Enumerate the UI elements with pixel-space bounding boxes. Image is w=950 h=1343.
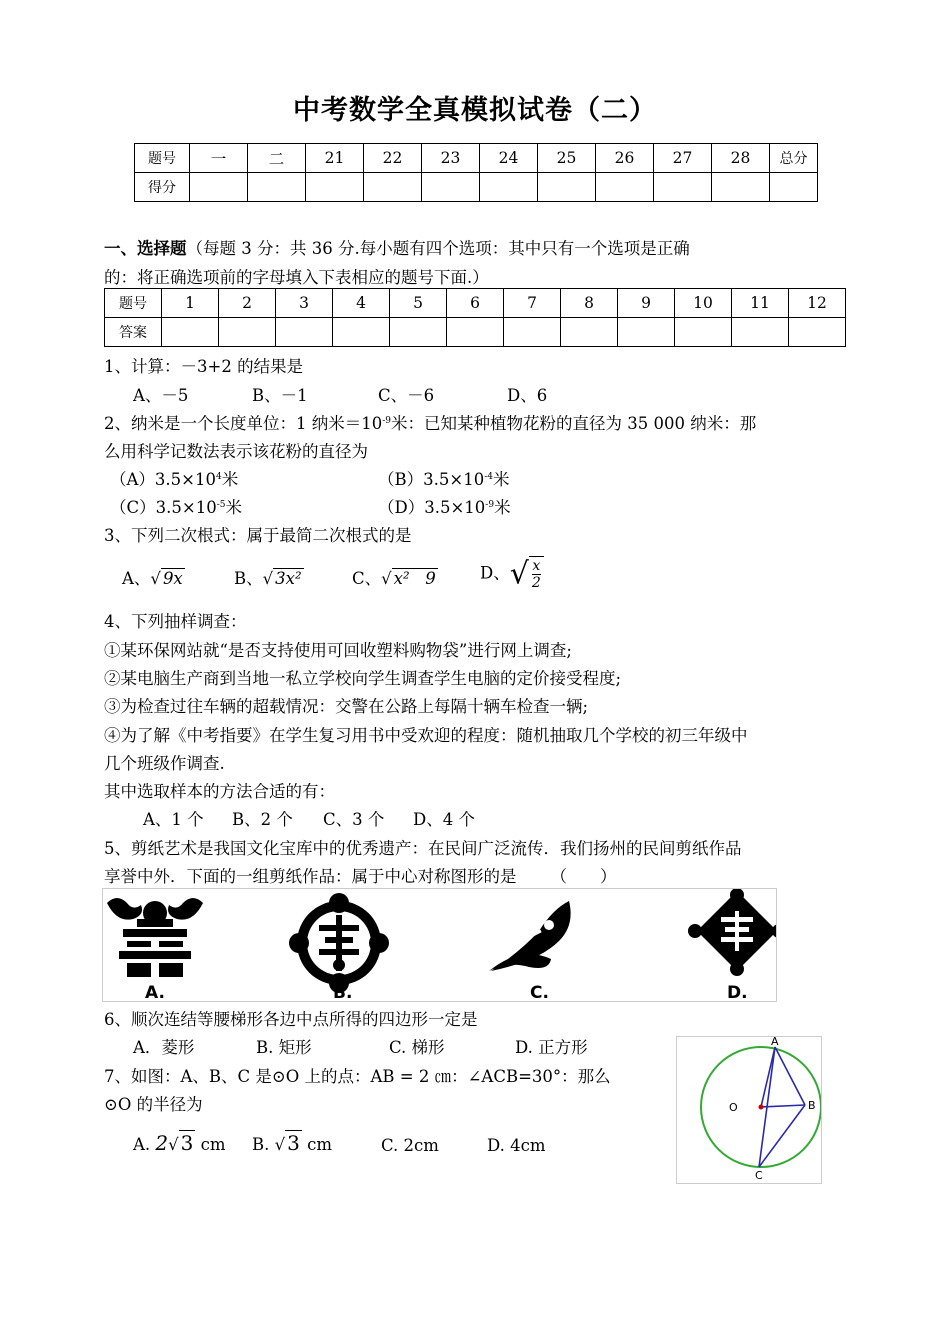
label-b: B: [808, 1099, 816, 1112]
table-cell: 28: [712, 144, 770, 173]
table-cell: 26: [596, 144, 654, 173]
table-cell: 6: [447, 289, 504, 318]
q2-option-c: [110, 494, 242, 518]
table-cell: 1: [162, 289, 219, 318]
fraction: [529, 556, 544, 592]
option-exponent: -9: [485, 500, 495, 510]
score-cell[interactable]: [654, 173, 712, 202]
q1-option-a: A、－5: [133, 386, 189, 405]
table-cell: 总分: [770, 144, 818, 173]
option-label: B、: [234, 569, 263, 588]
section-title: 一、选择题: [104, 239, 187, 258]
table-cell: 27: [654, 144, 712, 173]
answer-table-answer-row: [105, 318, 846, 347]
q5-line2: [104, 863, 617, 887]
q2-stem-a: 2、纳米是一个长度单位：1 纳米＝10: [104, 414, 383, 433]
answer-cell[interactable]: [162, 318, 219, 347]
image-label-b: B.: [333, 983, 353, 1003]
option-label: （D）3.5×10: [378, 498, 486, 517]
table-cell: 24: [480, 144, 538, 173]
answer-cell[interactable]: [675, 318, 732, 347]
q2-stem-b: 米：已知某种植物花粉的直径为 35 000 纳米：那: [391, 414, 757, 433]
image-label-c: C.: [530, 983, 549, 1003]
paper-cut-b: [289, 893, 389, 993]
q2-option-b: [378, 466, 509, 490]
table-cell: 5: [390, 289, 447, 318]
answer-blank: （ ）: [550, 867, 617, 886]
score-cell[interactable]: [364, 173, 422, 202]
paper-cut-c: [489, 901, 571, 971]
option-exponent: 4: [215, 472, 222, 482]
q6-option-c: C. 梯形: [389, 1038, 445, 1057]
table-cell: 二: [248, 144, 306, 173]
answer-cell[interactable]: [789, 318, 846, 347]
q5-line1: 5、剪纸艺术是我国文化宝库中的优秀遗产：在民间广泛流传．我们扬州的民间剪纸作品: [104, 839, 742, 858]
table-cell: 一: [190, 144, 248, 173]
score-table-score-row: [135, 173, 818, 202]
q3-option-a: A、√ 9x: [122, 569, 183, 588]
score-cell[interactable]: [248, 173, 306, 202]
table-cell: 11: [732, 289, 789, 318]
option-label: D、: [480, 563, 510, 583]
score-cell[interactable]: [422, 173, 480, 202]
section-heading: [104, 235, 690, 259]
unit: cm: [307, 1135, 333, 1154]
option-unit: 米: [221, 470, 239, 489]
section-note: （每题 3 分：共 36 分.每小题有四个选项：其中只有一个选项是正确: [186, 239, 690, 258]
score-cell[interactable]: [770, 173, 818, 202]
table-cell: 22: [364, 144, 422, 173]
answer-table: [104, 288, 846, 347]
table-cell: 题号: [135, 144, 190, 173]
radicand: 9x: [162, 569, 183, 588]
coefficient: 2: [155, 1131, 169, 1155]
option-label: C、: [352, 569, 382, 588]
circle-figure: [676, 1036, 822, 1184]
option-exponent: -4: [484, 472, 493, 482]
segment-ab: [775, 1047, 805, 1105]
q6-option-d: D. 正方形: [515, 1038, 588, 1057]
table-cell: 8: [561, 289, 618, 318]
q4-item: ①某环保网站就“是否支持使用可回收塑料购物袋”进行网上调查;: [104, 641, 572, 660]
q7-line2: ⊙O 的半径为: [104, 1095, 203, 1114]
answer-cell[interactable]: [504, 318, 561, 347]
table-cell: 12: [789, 289, 846, 318]
image-label-d: D.: [727, 983, 748, 1003]
q3-option-d: D、√ $\frac{x}{2}$: [480, 556, 544, 592]
q2-stem: [104, 410, 756, 434]
option-label: B.: [252, 1135, 270, 1154]
point-o: [759, 1105, 764, 1110]
option-label: A、: [122, 569, 151, 588]
q1-option-d: D、6: [507, 386, 548, 405]
q6-stem: 6、顺次连结等腰梯形各边中点所得的四边形一定是: [104, 1010, 478, 1029]
q4-option-c: C、3 个: [323, 810, 385, 829]
q4-option-b: B、2 个: [232, 810, 293, 829]
answer-cell[interactable]: [276, 318, 333, 347]
table-cell: 7: [504, 289, 561, 318]
q1-option-b: B、－1: [252, 386, 308, 405]
label-c: C: [755, 1169, 763, 1182]
q1-option-c: C、－6: [378, 386, 435, 405]
circle-diagram: [677, 1037, 821, 1183]
table-cell: 2: [219, 289, 276, 318]
answer-cell[interactable]: [333, 318, 390, 347]
option-label: （A）3.5×10: [110, 470, 216, 489]
q2-option-d: [378, 494, 511, 518]
paper-cut-a: [107, 898, 203, 977]
q1-stem: 1、计算：－3+2 的结果是: [104, 357, 304, 376]
q3-option-b: B、√ 3x²: [234, 569, 302, 588]
q4-item: ②某电脑生产商到当地一私立学校向学生调查学生电脑的定价接受程度;: [104, 669, 622, 688]
table-cell: 23: [422, 144, 480, 173]
answer-cell[interactable]: [390, 318, 447, 347]
paper-cut-d: [688, 889, 776, 976]
table-cell: 25: [538, 144, 596, 173]
label-a: A: [771, 1037, 779, 1048]
q3-stem: 3、下列二次根式：属于最简二次根式的是: [104, 526, 412, 545]
q7-option-d: [487, 1136, 546, 1155]
fraction-denominator: 2: [531, 575, 541, 591]
option-unit: 米: [492, 470, 510, 489]
option-label: A.: [133, 1135, 151, 1154]
score-cell[interactable]: [306, 173, 364, 202]
section-note-line2: 的：将正确选项前的字母填入下表相应的题号下面.）: [104, 268, 489, 287]
table-cell: 21: [306, 144, 364, 173]
option-label: （C）3.5×10: [110, 498, 217, 517]
radicand: 3: [287, 1131, 300, 1155]
answer-table-header-row: [105, 289, 846, 318]
score-cell[interactable]: [480, 173, 538, 202]
triangle-lines: [759, 1047, 805, 1167]
table-cell: 题号: [105, 289, 162, 318]
answer-cell[interactable]: [618, 318, 675, 347]
q5-line2-text: 享誉中外．下面的一组剪纸作品：属于中心对称图形的是: [104, 867, 517, 886]
q4-option-a: A、1 个: [143, 810, 204, 829]
q3-option-c: C、√ x² 9: [352, 569, 436, 588]
fraction-numerator: x: [532, 558, 541, 574]
answer-cell[interactable]: [561, 318, 618, 347]
q4-question: 其中选取样本的方法合适的有：: [104, 782, 335, 801]
radicand: 3: [180, 1131, 194, 1155]
paper-cut-artwork: [103, 889, 776, 1001]
q4-item: ③为检查过往车辆的超载情况：交警在公路上每隔十辆车检查一辆;: [104, 697, 589, 716]
q2-stem-line2: 么用科学记数法表示该花粉的直径为: [104, 442, 368, 461]
answer-cell[interactable]: [447, 318, 504, 347]
q7-option-b: B. √ 3 cm: [252, 1131, 333, 1155]
q4-stem: 4、下列抽样调查：: [104, 612, 247, 631]
radicand: x² 9: [393, 569, 436, 588]
q4-option-d: D、4 个: [413, 810, 475, 829]
q7-option-a: A. 2√ 3 cm: [133, 1131, 226, 1155]
unit: cm: [200, 1135, 226, 1154]
q2-option-a: [110, 466, 238, 490]
score-cell[interactable]: [190, 173, 248, 202]
score-cell[interactable]: [596, 173, 654, 202]
q6-option-a: A．菱形: [133, 1038, 195, 1057]
option-label: D.: [487, 1136, 505, 1155]
table-cell: 4: [333, 289, 390, 318]
score-cell[interactable]: [538, 173, 596, 202]
option-text: 2cm: [403, 1136, 439, 1155]
option-exponent: -5: [216, 500, 226, 510]
q7-line1: 7、如图：A、B、C 是⊙O 上的点：AB = 2 ㎝：∠ACB=30°：那么: [104, 1067, 611, 1086]
table-cell: 答案: [105, 318, 162, 347]
q4-item: 几个班级作调查.: [104, 754, 225, 773]
table-cell: 10: [675, 289, 732, 318]
radicand: 3x²: [275, 569, 302, 588]
table-cell: 得分: [135, 173, 190, 202]
q6-option-b: B. 矩形: [256, 1038, 312, 1057]
option-unit: 米: [494, 498, 511, 517]
q4-item: ④为了解《中考指要》在学生复习用书中受欢迎的程度：随机抽取几个学校的初三年级中: [104, 726, 748, 745]
option-label: C.: [381, 1136, 399, 1155]
table-cell: 3: [276, 289, 333, 318]
option-unit: 米: [225, 498, 242, 517]
score-table: [134, 143, 818, 202]
table-cell: 9: [618, 289, 675, 318]
q7-option-c: [381, 1136, 439, 1155]
score-cell[interactable]: [712, 173, 770, 202]
paper-cut-images: [102, 888, 777, 1002]
image-label-a: A.: [145, 983, 165, 1003]
q2-exponent: -9: [382, 416, 392, 426]
score-table-header-row: [135, 144, 818, 173]
label-o: O: [729, 1101, 738, 1114]
answer-cell[interactable]: [732, 318, 789, 347]
answer-cell[interactable]: [219, 318, 276, 347]
option-label: （B）3.5×10: [378, 470, 485, 489]
option-text: 4cm: [510, 1136, 546, 1155]
page-title: 中考数学全真模拟试卷（二）: [293, 95, 657, 126]
